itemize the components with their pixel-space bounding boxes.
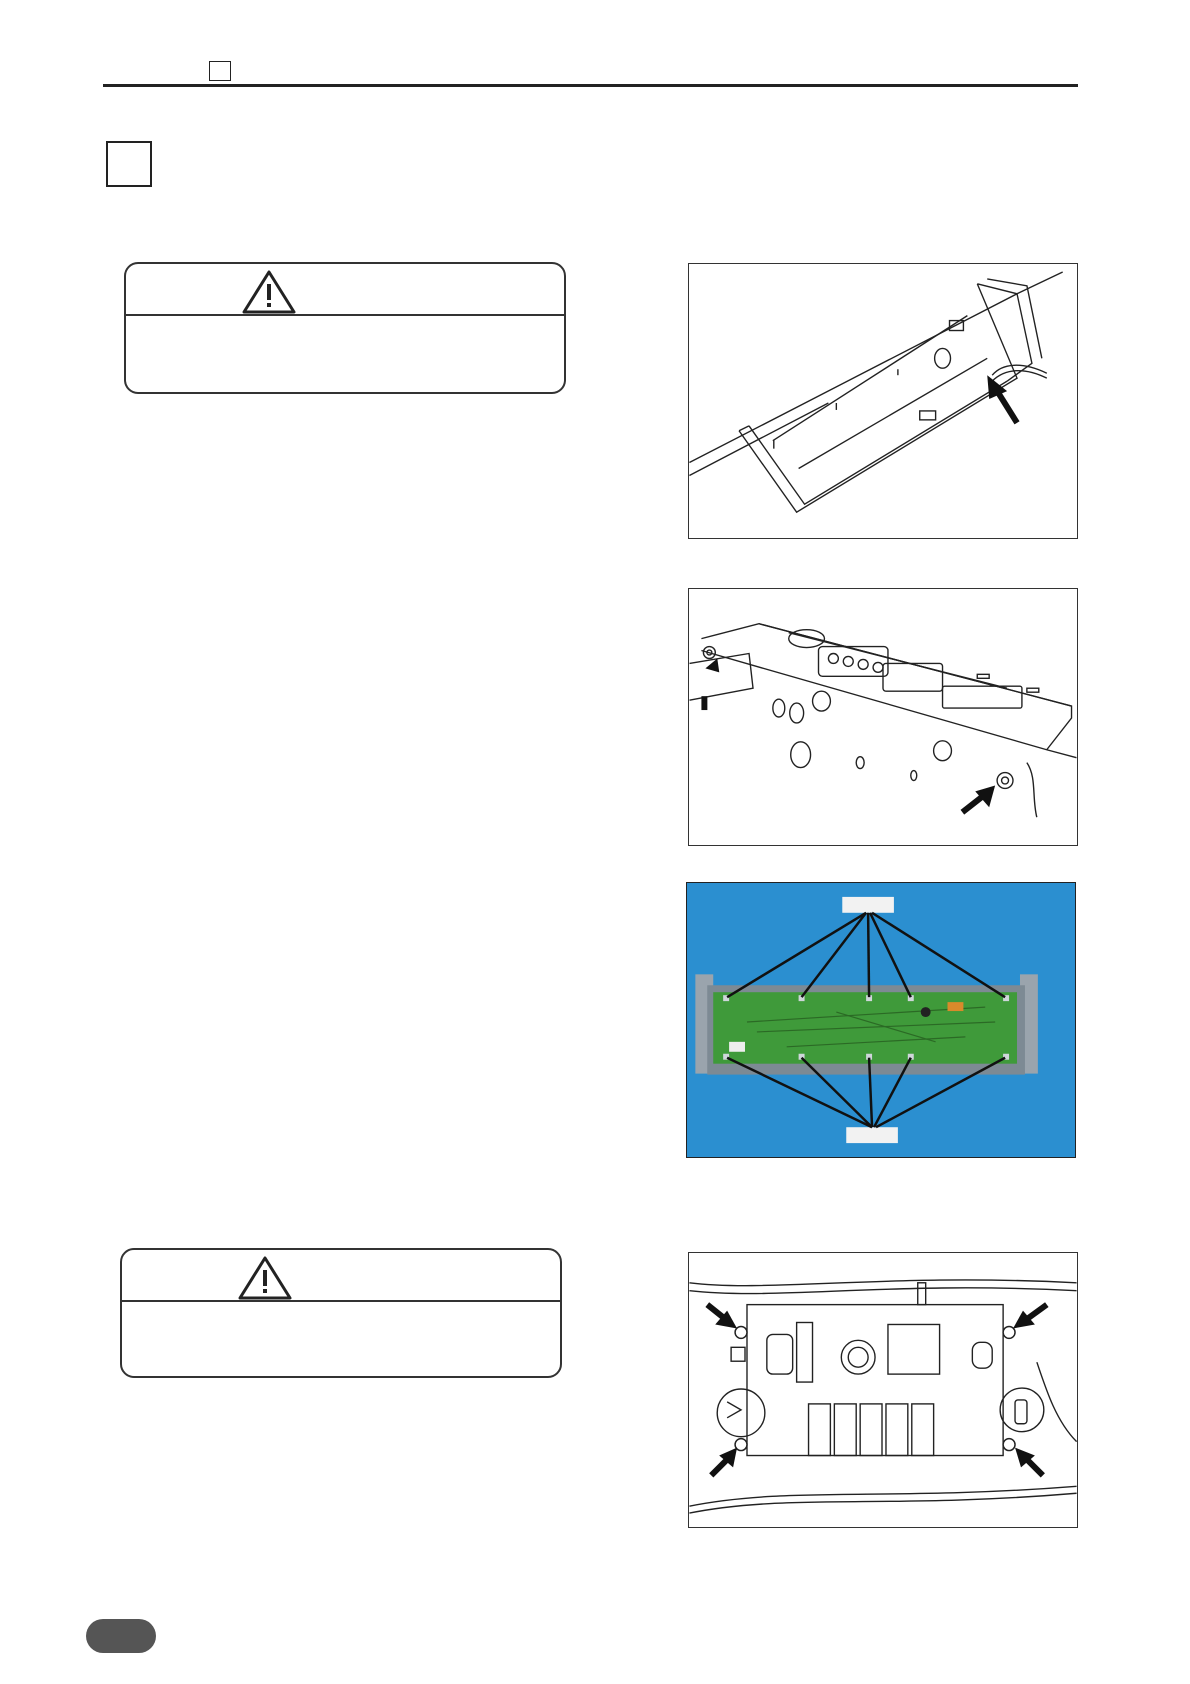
- caution-box-2: [120, 1248, 562, 1378]
- header-section-marker-box: [209, 61, 231, 81]
- caution-header: [122, 1250, 560, 1302]
- caution-box-1: [124, 262, 566, 394]
- section-marker-box: [106, 141, 152, 187]
- arrow-icon: [701, 658, 719, 710]
- arrow-icon: [987, 375, 1017, 423]
- callout-label-bottom: [846, 1127, 898, 1143]
- figure-panel-screws: [688, 588, 1078, 846]
- callout-label-top: [842, 897, 894, 913]
- page-number-tab: [86, 1619, 156, 1653]
- pcb-photo-drawing: [687, 883, 1075, 1157]
- arrow-icon: [711, 1448, 737, 1476]
- arrow-icon: [707, 1305, 737, 1329]
- figure-pcb-photo: [686, 882, 1076, 1158]
- power-board-drawing: [689, 1253, 1077, 1527]
- caution-header: [126, 264, 564, 316]
- arrow-icon: [1013, 1305, 1047, 1329]
- arrow-icon: [962, 785, 995, 812]
- figure-panel-cover: [688, 263, 1078, 539]
- panel-cover-drawing: [689, 264, 1077, 538]
- panel-screws-drawing: [689, 589, 1077, 845]
- warning-triangle-icon: [242, 270, 296, 314]
- arrow-icon: [1015, 1448, 1043, 1476]
- warning-triangle-icon: [238, 1256, 292, 1300]
- figure-power-board: [688, 1252, 1078, 1528]
- header-rule: [103, 84, 1078, 87]
